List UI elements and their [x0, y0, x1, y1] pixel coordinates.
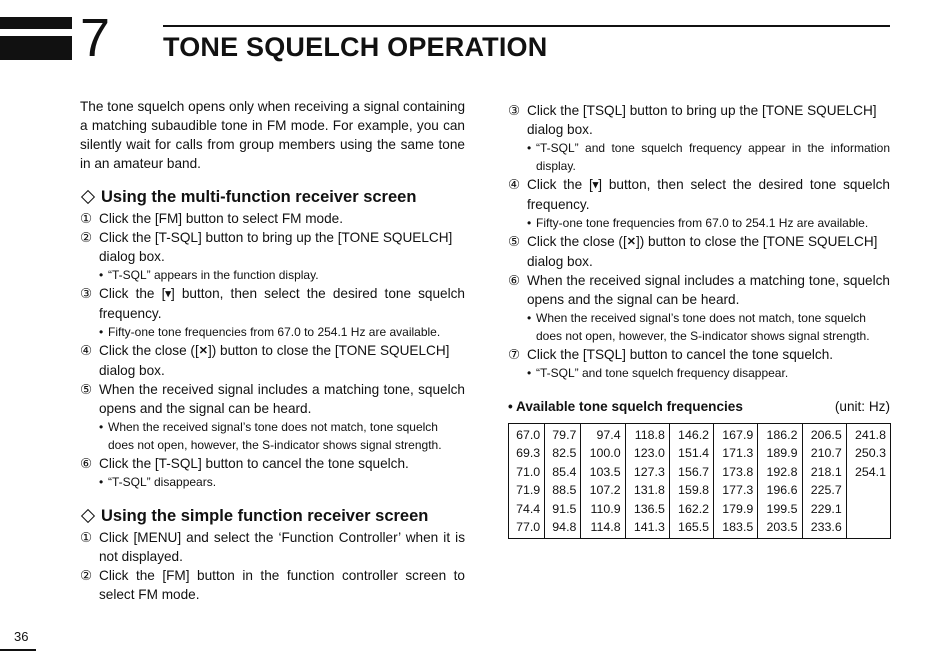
- frequency-table: [508, 423, 891, 539]
- note-text: “T-SQL” and tone squelch frequency disappear.: [536, 366, 789, 380]
- frequency-column: 186.2 189.9 192.8 196.6 199.5 203.5: [758, 424, 802, 539]
- section-heading-multi-text: Using the multi-function receiver screen: [101, 188, 417, 206]
- step-number: ④: [80, 343, 93, 358]
- frequency-table-header: [508, 397, 890, 417]
- step-text: When the received signal includes a matching tone, squelch opens and the signal can be heard.: [527, 273, 890, 307]
- note-text: When the received signal’s tone does not match, tone squelch does not open, however, the S-indicator shows signal strength.: [108, 420, 442, 452]
- multi-step-1: [80, 209, 465, 228]
- step-number: ①: [80, 530, 93, 545]
- multi-step-4: ④ Click the close ([✕]) button to close the [TONE SQUELCH] dialog box.: [80, 343, 450, 378]
- frequency-column: 206.5 210.7 218.1 225.7 229.1 233.6: [802, 424, 846, 539]
- multi-step-6: [80, 454, 465, 473]
- simple-step-7-note: • “T-SQL” and tone squelch frequency disappear.: [527, 366, 789, 380]
- step-text: Click the [FM] button in the function controller screen to select FM mode.: [99, 568, 465, 602]
- dropdown-arrow-icon: ▾: [592, 179, 599, 191]
- step-text: Click the [TSQL] button to cancel the tone squelch.: [527, 347, 834, 362]
- multi-step-2-note: • “T-SQL” appears in the function display.: [99, 268, 319, 282]
- title-rule: [163, 25, 890, 27]
- close-icon: ✕: [198, 345, 208, 357]
- step-text: Click [MENU] and select the ‘Function Controller’ when it is not displayed.: [99, 530, 465, 564]
- step-text: Click the [T-SQL] button to cancel the tone squelch.: [99, 456, 409, 471]
- dropdown-arrow-icon: ▾: [165, 288, 171, 300]
- step-number: ⑤: [80, 382, 93, 397]
- diamond-icon: [81, 190, 95, 204]
- simple-step-4-note: • Fifty-one tone frequencies from 67.0 to 254.1 Hz are available.: [527, 216, 869, 230]
- section-heading-simple: [80, 505, 465, 527]
- note-text: When the received signal’s tone does not match, tone squelch does not open, however, the S-indicator shows signal strength.: [536, 311, 870, 343]
- frequency-column: 241.8 250.3 254.1: [846, 424, 890, 539]
- multi-step-5: [80, 380, 465, 418]
- note-text: Fifty-one tone frequencies from 67.0 to 254.1 Hz are available.: [536, 216, 869, 230]
- note-text: “T-SQL” and tone squelch frequency appear in the information display.: [536, 141, 890, 173]
- multi-step-6-note: • “T-SQL” disappears.: [99, 475, 217, 489]
- step-number: ③: [80, 286, 93, 301]
- frequency-column: 167.9 171.3 173.8 177.3 179.9 183.5: [714, 424, 758, 539]
- step-number: ⑥: [80, 456, 93, 471]
- table-row: [509, 424, 891, 539]
- simple-step-5: ⑤ Click the close ([✕]) button to close the [TONE SQUELCH] dialog box.: [508, 234, 878, 269]
- simple-step-4: ④ Click the [▾] button, then select the desired tone squelch frequency.: [508, 177, 890, 212]
- step-text: Click the [FM] button to select FM mode.: [99, 211, 344, 226]
- simple-step-3-note: • “T-SQL” and tone squelch frequency appear in the information display.: [527, 141, 890, 173]
- frequency-column: 118.8 123.0 127.3 131.8 136.5 141.3: [625, 424, 669, 539]
- multi-step-2: [80, 228, 465, 266]
- left-column: [80, 97, 465, 604]
- step-number: ②: [80, 230, 93, 245]
- frequency-table-label: • Available tone squelch frequencies: [508, 399, 743, 414]
- note-text: “T-SQL” appears in the function display.: [108, 268, 319, 282]
- frequency-column: 79.7 82.5 85.4 88.5 91.5 94.8: [545, 424, 581, 539]
- simple-step-7: [508, 345, 890, 364]
- step-text: Click the [T-SQL] button to bring up the [TONE SQUELCH] dialog box.: [99, 230, 453, 264]
- chapter-tab-top: [0, 17, 72, 29]
- step-text: Click the [TSQL] button to bring up the [TONE SQUELCH] dialog box.: [527, 103, 877, 137]
- chapter-tab-bottom: [0, 36, 72, 60]
- step-number: ⑥: [508, 273, 521, 288]
- section-heading-simple-text: Using the simple function receiver screen: [101, 507, 429, 525]
- step-number: ②: [80, 568, 93, 583]
- diamond-icon: [81, 509, 95, 523]
- simple-step-6: [508, 271, 890, 309]
- note-text: “T-SQL” disappears.: [108, 475, 217, 489]
- frequency-column: 146.2 151.4 156.7 159.8 162.2 165.5: [669, 424, 713, 539]
- chapter-number: 7: [80, 8, 111, 68]
- multi-step-3: ③ Click the [▾] button, then select the desired tone squelch frequency.: [80, 286, 465, 321]
- step-number: ⑤: [508, 234, 521, 249]
- step-number: ③: [508, 103, 521, 118]
- page-rule: [0, 649, 36, 651]
- close-icon: ✕: [626, 236, 636, 248]
- simple-step-2: [80, 566, 465, 604]
- page-title: TONE SQUELCH OPERATION: [163, 32, 548, 62]
- step-number: ①: [80, 211, 93, 226]
- simple-step-3: [508, 101, 890, 139]
- multi-step-5-note: • When the received signal’s tone does not match, tone squelch does not open, however, the S-indicator shows signal strength.: [99, 420, 442, 452]
- simple-step-1: [80, 528, 465, 566]
- multi-step-3-note: • Fifty-one tone frequencies from 67.0 to 254.1 Hz are available.: [99, 325, 441, 339]
- frequency-column: 67.0 69.3 71.0 71.9 74.4 77.0: [509, 424, 545, 539]
- step-text: When the received signal includes a matching tone, squelch opens and the signal can be heard.: [99, 382, 465, 416]
- simple-step-6-note: • When the received signal’s tone does not match, tone squelch does not open, however, the S-indicator shows signal strength.: [527, 311, 870, 343]
- page-number: 36: [14, 629, 29, 644]
- note-text: Fifty-one tone frequencies from 67.0 to 254.1 Hz are available.: [108, 325, 441, 339]
- step-number: ⑦: [508, 347, 521, 362]
- frequency-unit: (unit: Hz): [834, 399, 890, 414]
- step-number: ④: [508, 177, 521, 192]
- intro-paragraph: The tone squelch opens only when receiving a signal containing a matching subaudible tone in FM mode. For example, you can silently wait for calls from group members using the same tone in an amateur band.: [80, 99, 465, 171]
- frequency-column: 97.4 100.0 103.5 107.2 110.9 114.8: [581, 424, 625, 539]
- right-column: [508, 101, 890, 382]
- section-heading-multi: [80, 186, 465, 208]
